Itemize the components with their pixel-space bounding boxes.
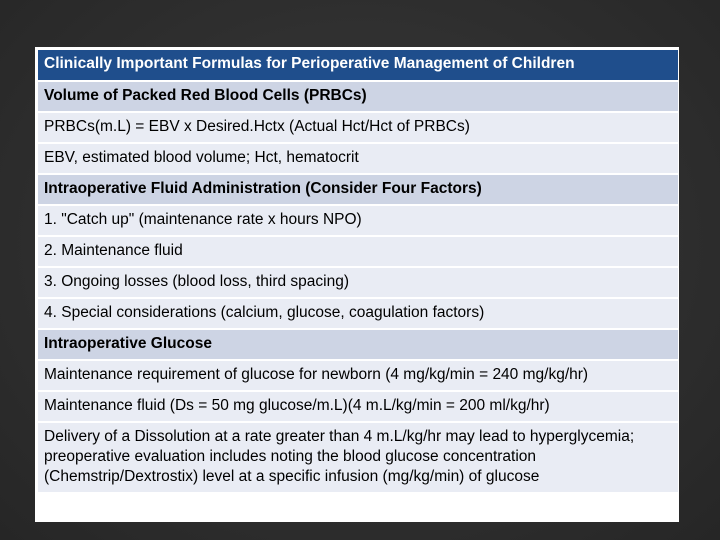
table-row <box>38 205 678 236</box>
table-row <box>38 360 678 391</box>
prbc-abbreviations: EBV, estimated blood volume; Hct, hematocrit <box>38 143 678 174</box>
prbc-formula: PRBCs(m.L) = EBV x Desired.Hctx (Actual Hct/Hct of PRBCs) <box>38 112 678 143</box>
glucose-maintenance-fluid: Maintenance fluid (Ds = 50 mg glucose/m.L)(4 m.L/kg/min = 200 ml/kg/hr) <box>38 391 678 422</box>
table-row <box>38 143 678 174</box>
table-row <box>38 391 678 422</box>
section-heading-row <box>38 329 678 360</box>
table-row <box>38 112 678 143</box>
fluid-factor-2: 2. Maintenance fluid <box>38 236 678 267</box>
table-title-row <box>38 50 678 81</box>
section-heading-prbc: Volume of Packed Red Blood Cells (PRBCs) <box>38 81 678 112</box>
table-row <box>38 267 678 298</box>
table-title: Clinically Important Formulas for Perioperative Management of Children <box>38 50 678 81</box>
formulas-table <box>38 50 678 494</box>
section-heading-row <box>38 174 678 205</box>
fluid-factor-1: 1. "Catch up" (maintenance rate x hours NPO) <box>38 205 678 236</box>
table-row <box>38 422 678 493</box>
table-row <box>38 298 678 329</box>
glucose-newborn-requirement: Maintenance requirement of glucose for newborn (4 mg/kg/min = 240 mg/kg/hr) <box>38 360 678 391</box>
section-heading-fluid: Intraoperative Fluid Administration (Consider Four Factors) <box>38 174 678 205</box>
table-row <box>38 236 678 267</box>
glucose-delivery-note: Delivery of a Dissolution at a rate greater than 4 m.L/kg/hr may lead to hyperglycemia; preoperative evaluation includes noting the blood glucose concentration (Chemstrip/Dextrostix) level at a specific infusion (mg/kg/min) of glucose <box>38 422 678 493</box>
section-heading-glucose: Intraoperative Glucose <box>38 329 678 360</box>
fluid-factor-3: 3. Ongoing losses (blood loss, third spacing) <box>38 267 678 298</box>
fluid-factor-4: 4. Special considerations (calcium, glucose, coagulation factors) <box>38 298 678 329</box>
section-heading-row <box>38 81 678 112</box>
